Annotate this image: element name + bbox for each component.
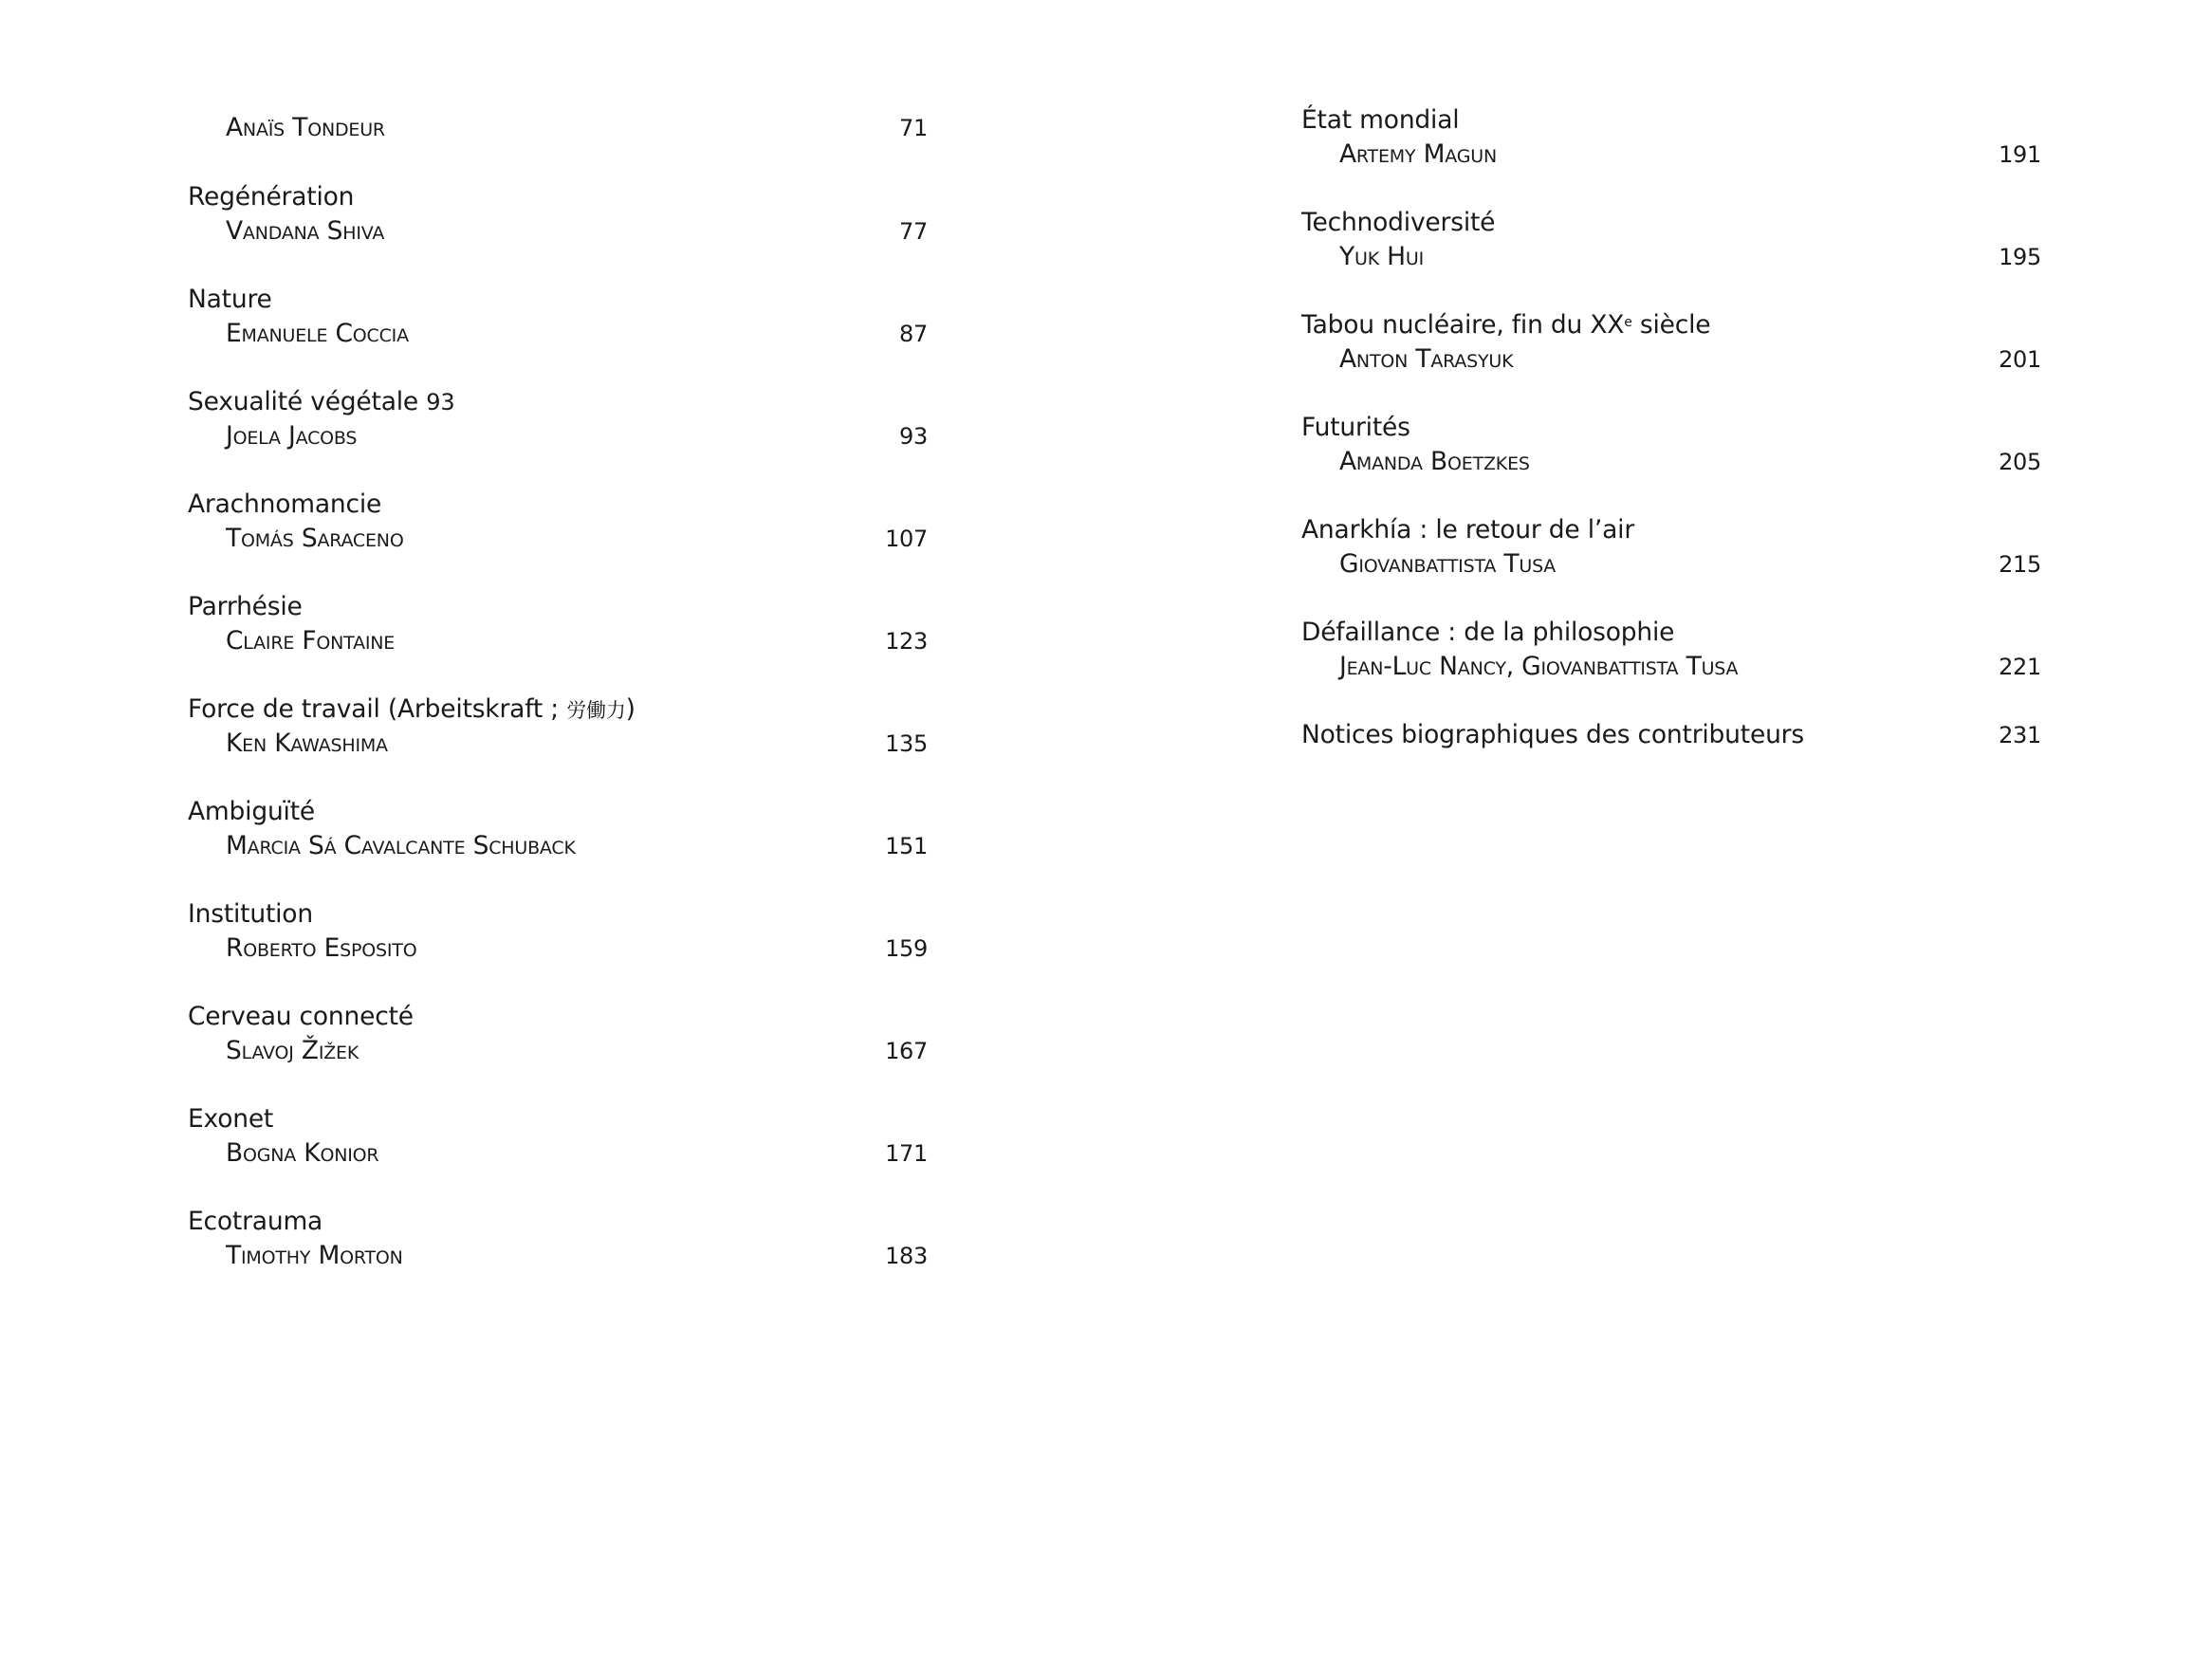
toc-page-number: 87 — [899, 321, 928, 347]
toc-entry[interactable] — [188, 111, 928, 145]
toc-author-row — [188, 522, 928, 556]
toc-page-number: 151 — [885, 833, 928, 859]
toc-title: État mondial — [1301, 105, 1460, 135]
toc-entry[interactable] — [1301, 308, 2041, 377]
toc-entry[interactable] — [188, 488, 928, 556]
toc-title: Cerveau connecté — [188, 1002, 414, 1031]
toc-page-number: 135 — [885, 730, 928, 757]
toc-entry[interactable] — [188, 897, 928, 966]
toc-author-row — [188, 727, 928, 761]
toc-title: Parrhésie — [188, 592, 303, 621]
toc-page-number: 171 — [885, 1140, 928, 1167]
toc-entry[interactable] — [1301, 411, 2041, 479]
toc-author-row — [188, 829, 928, 863]
toc-author: Tomás Saraceno — [226, 524, 404, 553]
toc-author-row — [188, 1136, 928, 1171]
toc-entry[interactable] — [188, 795, 928, 863]
toc-title-cjk: 労働力 — [566, 699, 626, 722]
toc-author-row — [188, 317, 928, 351]
toc-title-end: ) — [625, 694, 636, 724]
toc-author-row — [188, 932, 928, 966]
toc-entry[interactable] — [188, 1205, 928, 1273]
toc-title-row — [1301, 718, 2041, 752]
toc-entry[interactable] — [1301, 513, 2041, 582]
toc-entry[interactable] — [188, 283, 928, 351]
toc-title-text: Tabou nucléaire, fin du XX — [1301, 310, 1625, 340]
toc-entry[interactable] — [1301, 718, 2041, 752]
toc-entry[interactable] — [188, 692, 928, 761]
toc-title — [188, 692, 928, 727]
toc-author: Giovanbattista Tusa — [1339, 549, 1557, 579]
toc-author-row — [188, 624, 928, 658]
toc-page-number: 205 — [1999, 449, 2041, 475]
toc-title-text: Sexualité végétale — [188, 387, 419, 416]
toc-title-superscript: e — [1624, 315, 1632, 330]
toc-title: Regénération — [188, 182, 355, 212]
toc-author: Anaïs Tondeur — [226, 113, 385, 142]
toc-author: Jean-Luc Nancy, Giovanbattista Tusa — [1339, 652, 1739, 681]
toc-title: Notices biographiques des contributeurs — [1301, 720, 1804, 749]
toc-page-number: 195 — [1999, 244, 2041, 270]
toc-author-row — [1301, 445, 2041, 479]
toc-title: Futurités — [1301, 413, 1410, 442]
left-page — [188, 0, 928, 1680]
toc-title: Défaillance : de la philosophie — [1301, 618, 1675, 647]
toc-author-row — [1301, 342, 2041, 377]
toc-title: Nature — [188, 285, 272, 314]
toc-author: Vandana Shiva — [226, 216, 385, 246]
toc-page-number: 159 — [885, 935, 928, 962]
toc-author-row — [1301, 650, 2041, 684]
toc-author: Timothy Morton — [226, 1241, 403, 1270]
toc-author-row — [1301, 547, 2041, 582]
toc-title: Ecotrauma — [188, 1207, 323, 1236]
toc-entry[interactable] — [1301, 206, 2041, 274]
toc-page-number: 183 — [885, 1243, 928, 1269]
toc-author: Ken Kawashima — [226, 729, 388, 758]
toc-title: Technodiversité — [1301, 208, 1496, 237]
toc-author: Slavoj Žižek — [226, 1036, 359, 1065]
toc-page-number: 77 — [899, 218, 928, 245]
toc-author-row — [188, 419, 928, 453]
toc-title — [188, 385, 928, 419]
toc-author-row — [1301, 240, 2041, 274]
toc-author-row — [188, 1239, 928, 1273]
toc-title — [1301, 308, 2041, 342]
toc-author: Joela Jacobs — [226, 421, 358, 451]
right-page — [1301, 0, 2041, 1672]
toc-entry[interactable] — [188, 385, 928, 453]
toc-author: Marcia Sá Cavalcante Schuback — [226, 831, 576, 860]
toc-page-number: 201 — [1999, 346, 2041, 373]
toc-author: Roberto Esposito — [226, 933, 417, 963]
toc-page-number: 231 — [1999, 722, 2041, 748]
toc-page-number: 215 — [1999, 551, 2041, 578]
toc-entry[interactable] — [188, 1000, 928, 1068]
toc-page-number: 93 — [899, 423, 928, 450]
toc-title-inline-number: 93 — [426, 389, 455, 415]
toc-title-end: siècle — [1631, 310, 1711, 340]
toc-title: Institution — [188, 899, 313, 929]
toc-title: Ambiguïté — [188, 797, 315, 826]
toc-page-number: 71 — [899, 115, 928, 141]
toc-entry[interactable] — [1301, 103, 2041, 172]
toc-title-text: Force de travail (Arbeitskraft ; — [188, 694, 567, 724]
toc-author: Artemy Magun — [1339, 139, 1497, 169]
toc-entry[interactable] — [188, 590, 928, 658]
toc-title: Anarkhía : le retour de l’air — [1301, 515, 1635, 545]
toc-entry[interactable] — [188, 180, 928, 249]
toc-entry[interactable] — [1301, 616, 2041, 684]
toc-author-row — [188, 111, 928, 145]
toc-author: Anton Tarasyuk — [1339, 344, 1514, 374]
toc-title: Arachnomancie — [188, 489, 382, 519]
toc-author: Amanda Boetzkes — [1339, 447, 1530, 476]
toc-page-number: 123 — [885, 628, 928, 655]
toc-entry[interactable] — [188, 1102, 928, 1171]
toc-title: Exonet — [188, 1104, 274, 1134]
toc-page-number: 221 — [1999, 654, 2041, 680]
toc-author: Claire Fontaine — [226, 626, 396, 655]
toc-author: Bogna Konior — [226, 1138, 379, 1168]
toc-page-number: 191 — [1999, 141, 2041, 168]
toc-author-row — [188, 214, 928, 249]
toc-author-row — [188, 1034, 928, 1068]
toc-author-row — [1301, 138, 2041, 172]
toc-author: Yuk Hui — [1339, 242, 1425, 271]
toc-page-number: 167 — [885, 1038, 928, 1064]
toc-page-number: 107 — [885, 526, 928, 552]
toc-author: Emanuele Coccia — [226, 319, 409, 348]
